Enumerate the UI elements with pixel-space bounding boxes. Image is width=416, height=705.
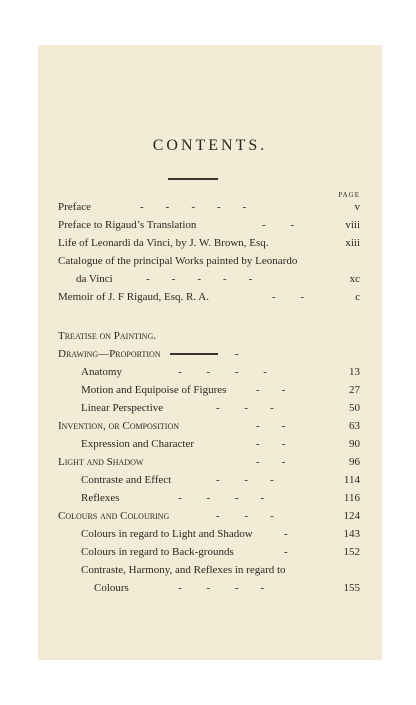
toc-entry-page: 50	[349, 402, 360, 414]
toc-entry	[58, 579, 360, 597]
toc-entry-text: Colours	[94, 582, 129, 594]
toc-entry-text: Expression and Character	[81, 438, 195, 450]
toc-entry-page: c	[355, 291, 360, 303]
toc-entry-page: 124	[343, 510, 360, 522]
toc-entry-page: xc	[349, 273, 360, 285]
leader-dashes: -	[284, 528, 288, 540]
toc-entry-text: Colours in regard to Light and Shadow	[81, 528, 253, 540]
toc-entry-text: Light and Shadow	[58, 456, 144, 468]
toc-entry	[58, 489, 360, 507]
section-heading	[58, 327, 360, 345]
toc-entry-text: Colours in regard to Back-grounds	[81, 546, 234, 558]
toc-entry-page: 143	[343, 528, 360, 540]
toc-entry	[58, 345, 360, 363]
leader-dashes: -	[284, 546, 288, 558]
toc-entry-text: Linear Perspective	[81, 402, 164, 414]
toc-entry-text: Reflexes	[81, 492, 120, 504]
toc-entry	[58, 270, 360, 288]
leader-dashes: - -	[256, 420, 286, 432]
toc-entry-page: 155	[343, 582, 360, 594]
toc-entry	[58, 435, 360, 453]
toc-entry	[58, 234, 360, 252]
toc-entry	[58, 381, 360, 399]
leader-dashes: - - - - -	[140, 201, 247, 213]
leader-dashes: - - - -	[178, 366, 267, 378]
leader-dashes: - - -	[178, 348, 239, 360]
toc-entry	[58, 507, 360, 525]
toc-entry-page: viii	[345, 219, 360, 231]
toc-entry	[58, 399, 360, 417]
toc-entry-text: Preface to Rigaud’s Translation	[58, 219, 197, 231]
toc-entry-text: Drawing—Proportion	[58, 348, 161, 360]
toc-entry-page: 152	[343, 546, 360, 558]
toc-entry-text: Memoir of J. F Rigaud, Esq. R. A.	[58, 291, 209, 303]
toc-entry-text: Contraste, Harmony, and Reflexes in regard to	[81, 564, 286, 576]
leader-dashes: - -	[262, 219, 295, 231]
toc-entry-text: Life of Leonardi da Vinci, by J. W. Brown, Esq.	[58, 237, 269, 249]
toc-entry-text: da Vinci	[76, 273, 113, 285]
toc-entry-page: 116	[343, 492, 360, 504]
toc-entry	[58, 216, 360, 234]
toc-entry	[58, 453, 360, 471]
title-rule	[168, 178, 218, 180]
toc-entry-page: 63	[349, 420, 360, 432]
toc-entry	[58, 363, 360, 381]
leader-dashes: - - -	[216, 402, 274, 414]
toc-entry-text: Invention, or Composition	[58, 420, 180, 432]
leader-dashes: - - - -	[178, 582, 265, 594]
toc-entry-text: Contraste and Effect	[81, 474, 172, 486]
leader-dashes: - -	[256, 456, 286, 468]
leader-dashes: - -	[272, 291, 305, 303]
toc-entry-page: v	[354, 201, 360, 213]
book-page	[38, 45, 382, 660]
leader-dashes: - -	[256, 438, 286, 450]
toc-entry-text: Anatomy	[81, 366, 122, 378]
page-title: CONTENTS.	[152, 137, 268, 154]
leader-dashes: - - -	[216, 474, 274, 486]
toc-entry	[58, 417, 360, 435]
toc-entry	[58, 288, 360, 306]
toc-entry-page: 90	[349, 438, 360, 450]
toc-entry-text: Catalogue of the principal Works painted by Leonardo	[58, 255, 298, 267]
toc-entry-text: Motion and Equipoise of Figures	[81, 384, 227, 396]
toc-entry	[58, 543, 360, 561]
toc-entry-text: Colours and Colouring	[58, 510, 170, 522]
toc-entry	[58, 198, 360, 216]
toc-entry-page: 27	[349, 384, 360, 396]
toc-entry-text: Preface	[58, 201, 91, 213]
toc-entry-page: 13	[349, 366, 360, 378]
toc-entry-page: 114	[343, 474, 360, 486]
toc-entry	[58, 471, 360, 489]
page-column-header: PAGE	[338, 191, 360, 199]
toc-entry-page: xiii	[345, 237, 360, 249]
toc-entry	[58, 252, 360, 270]
leader-dashes: - - - -	[178, 492, 265, 504]
toc-entry-page: 96	[349, 456, 360, 468]
leader-dashes: - - -	[216, 510, 274, 522]
toc-entry	[58, 525, 360, 543]
leader-dashes: - - - - -	[146, 273, 253, 285]
section-heading-text: Treatise on Painting.	[58, 330, 156, 342]
toc-entry	[58, 561, 360, 579]
leader-dashes: - -	[256, 384, 286, 396]
